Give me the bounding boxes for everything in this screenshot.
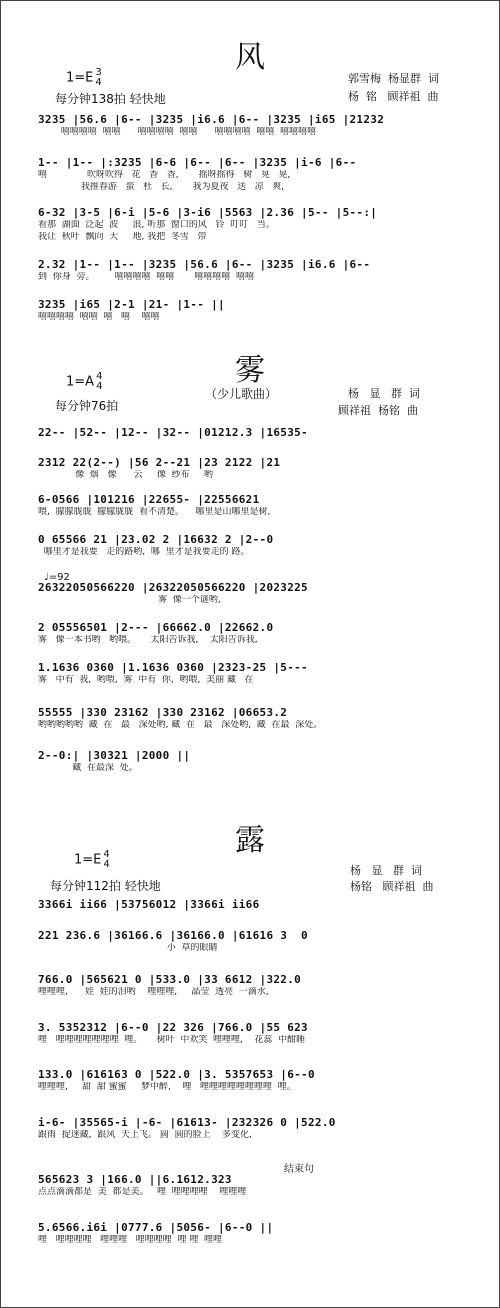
notation-line: 0 65566 21 |23.02 2 |16632 2 |2--0: [38, 533, 274, 546]
lyric-line: [38, 440, 468, 452]
score-row: [38, 1220, 468, 1247]
lyric-line: 看那 湖面 泛起 波 浪, 听那 窗口的风 铃 叮叮 当。: [38, 220, 275, 230]
lyric-line: 哩哩哩, 娃 娃的泪哟 哩哩哩, 晶莹 透亮 一滴水,: [38, 987, 269, 997]
composer-credit: 顾祥祖 杨铭 曲: [338, 404, 418, 417]
notation-line: 133.0 |616163 0 |522.0 |3. 5357653 |6--0: [38, 1068, 315, 1081]
notation-line: 22-- |52-- |12-- |32-- |01212.3 |16535-: [38, 426, 308, 439]
lyricist-credit: 郭雪梅 杨显群 词: [348, 72, 439, 85]
notation-line: 6-0566 |101216 |22655- |22556621: [38, 493, 260, 506]
score-row: [38, 297, 468, 324]
notation-line: 2 05556501 |2--- |66662.0 |22662.0: [38, 621, 274, 634]
lyricist-credit: 杨 显 群 词: [350, 864, 422, 877]
lyric-line: [38, 912, 468, 924]
score-row: [38, 972, 468, 999]
notation-line: 2312 22(2--) |56 2--21 |23 2122 |21: [38, 456, 281, 469]
score-row: [38, 580, 468, 607]
lyric-line: 雾 像一个谜哟,: [38, 595, 221, 605]
composer-credit: 杨铭 顾祥祖 曲: [350, 880, 434, 893]
notation-line: 1.1636 0360 |1.1636 0360 |2323-25 |5---: [38, 661, 308, 674]
key-signature: 1=A 4 4: [66, 371, 103, 392]
notation-line: 766.0 |565621 0 |533.0 |33 6612 |322.0: [38, 973, 302, 986]
notation-line: 1-- |1-- |:3235 |6-6 |6-- |6-- |3235 |i-6 |6--: [38, 156, 357, 169]
lyric-line: 哪里才是我要 走的路哟, 哪 里才是我要走的 路。: [38, 547, 250, 557]
lyric-line: 嘻嘻嘻嘻 嘻嘻 嘻嘻嘻嘻 嘻嘻 嘻嘻嘻嘻 嘻嘻 嘻嘻嘻嘻: [38, 127, 317, 137]
notation-line: 2--0:| |30321 |2000 ||: [38, 749, 191, 762]
tempo-change-mark: ♩=92: [44, 572, 70, 583]
notation-line: 3235 |i65 |2-1 |21- |1-- ||: [38, 298, 225, 311]
lyric-line: 嘻嘻嘻嘻 嘻嘻 嘻 嘻 嘻嘻: [38, 312, 160, 322]
score-row: [38, 205, 468, 244]
score-row: [38, 705, 468, 732]
score-row: [38, 155, 468, 194]
notation-line: 3235 |56.6 |6-- |3235 |i6.6 |6-- |3235 |i65 |21232: [38, 113, 385, 126]
tempo-marking: 每分钟76拍: [55, 399, 119, 413]
notation-line: 2.32 |1-- |1-- |3235 |56.6 |6-- |3235 |i6.6 |6--: [38, 258, 371, 271]
score-row: [38, 897, 468, 924]
lyric-line: 哩 哩哩哩哩 哩哩哩 哩哩哩哩 哩 哩 哩哩: [38, 1235, 223, 1245]
tempo-marking: 每分钟138拍 轻快地: [55, 92, 166, 106]
score-row: [38, 455, 468, 482]
score-row: [38, 1067, 468, 1094]
time-signature: 4 4: [96, 371, 103, 392]
score-row: [38, 425, 468, 452]
notation-line: 3366i ii66 |53756012 |3366i ii66: [38, 898, 260, 911]
score-row: [38, 620, 468, 647]
notation-line: 3. 5352312 |6--0 |22 326 |766.0 |55 623: [38, 1021, 308, 1034]
notation-line: 55555 |330 23162 |330 23162 |06653.2: [38, 706, 288, 719]
song-title: 露: [235, 823, 265, 858]
song-subtitle: （少儿歌曲）: [205, 387, 278, 401]
lyric-line: 雾 中有 我, 哟喂, 雾 中有 你, 哟喂, 美丽 藏 在: [38, 675, 254, 685]
composer-credit: 杨 铭 顾祥祖 曲: [348, 90, 439, 103]
score-row: [38, 492, 468, 519]
time-signature: 3 4: [95, 67, 102, 88]
lyric-line: 嘻 吹呀吹得 花 香 香, 摇呀摇得 树 晃 晃,: [38, 170, 291, 180]
lyric-line: 哟哟哟哟哟 藏 在 最 深处哟, 藏 在 最 深处哟, 藏 在最 深处。: [38, 720, 323, 730]
score-row: [38, 748, 468, 775]
score-row: [38, 1172, 468, 1199]
score-row: [38, 1020, 468, 1047]
lyric-line: 小 草的眼睛: [38, 943, 218, 953]
lyric-line: 哩哩哩, 甜 甜 蜜蜜 梦中醉, 哩 哩哩哩哩哩哩哩哩 哩。: [38, 1082, 296, 1092]
notation-line: i-6- |35565-i |-6- |61613- |232326 0 |522.0: [38, 1116, 336, 1129]
notation-line: 221 236.6 |36166.6 |36166.0 |61616 3 0: [38, 929, 308, 942]
score-row: [38, 928, 468, 955]
song-title: 雾: [235, 353, 265, 388]
notation-line: 565623 3 |166.0 ||6.1612.323: [38, 1173, 232, 1186]
score-row: [38, 1115, 468, 1142]
lyric-line: 藏 在最深 处。: [38, 763, 138, 773]
ending-phrase-mark: 结束句: [284, 1164, 314, 1175]
lyric-line: 雾 像一本书哟 哟喂。 太阳告诉我, 太阳告诉我,: [38, 635, 258, 645]
key-signature: 1=E 3 4: [66, 67, 102, 88]
score-row: [38, 112, 468, 139]
notation-line: 5.6566.i6i |0777.6 |5056- |6--0 ||: [38, 1221, 274, 1234]
song-title: 风: [235, 40, 265, 75]
lyric-line: 点点滴滴都是 美 都是美。 哩 哩哩哩哩 哩哩哩: [38, 1187, 247, 1197]
lyric-line: 我让 秋叶 飘向 大 地, 我把 冬雪 带: [38, 232, 207, 242]
lyric-line: 跟雨 捉迷藏, 跟风 天上飞。 圆 圆的脸上 多变化,: [38, 1130, 252, 1140]
time-signature: 4 4: [103, 849, 110, 870]
score-row: [38, 532, 468, 559]
notation-line: 26322050566220 |26322050566220 |2023225: [38, 581, 308, 594]
score-row: [38, 660, 468, 687]
score-row: [38, 257, 468, 284]
lyric-line: 我推春游 蛮 杜 长, 我为夏夜 送 凉 爽,: [38, 182, 285, 192]
notation-line: 6-32 |3-5 |6-i |5-6 |3-i6 |5563 |2.36 |5-- |5--:|: [38, 206, 378, 219]
lyric-line: 到 你身 旁。 嘻嘻嘻嘻 嘻嘻 嘻嘻嘻嘻 嘻嘻: [38, 272, 254, 282]
tempo-marking: 每分钟112拍 轻快地: [50, 879, 161, 893]
lyricist-credit: 杨 显 群 词: [348, 387, 420, 400]
lyric-line: 哩 哩哩哩哩哩哩哩 哩。 树叶 中欢笑 哩哩哩, 花蕊 中酣睡: [38, 1035, 306, 1045]
lyric-line: 像 烟 像 云 像 纱布 哟: [38, 470, 213, 480]
key-signature: 1=E 4 4: [74, 849, 110, 870]
lyric-line: 喂, 朦朦胧胧 朦朦胧胧 看不清楚。 哪里是山哪里是树,: [38, 507, 271, 517]
